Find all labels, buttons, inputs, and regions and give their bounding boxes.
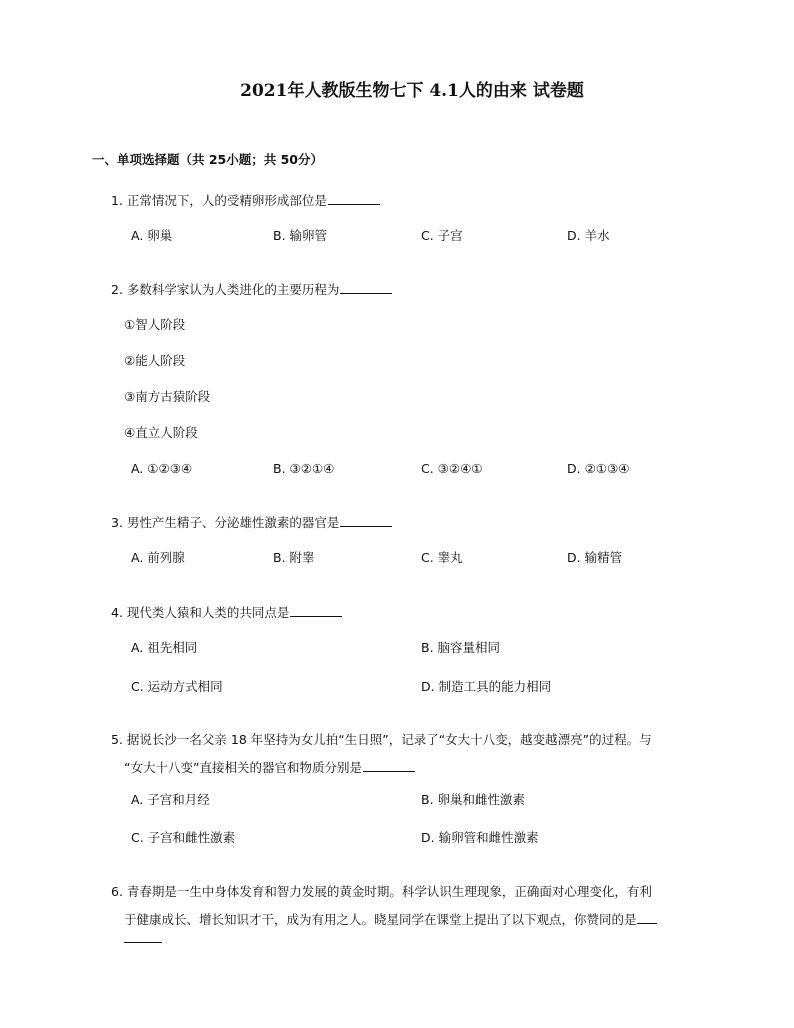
option-a: A. ①②③④ [131,461,193,476]
option-d: D. 输卵管和雌性激素 [421,830,539,845]
section-heading: 一、单项选择题（共 25小题；共 50分） [92,152,323,167]
question-text-line-2: 于健康成长、增长知识才干，成为有用之人。晓星同学在课堂上提出了以下观点，你赞同的是 [124,912,637,927]
question-6 [111,884,652,900]
list-item: ①智人阶段 [124,317,186,332]
option-c: C. ③②④① [421,461,483,476]
question-1 [111,192,380,209]
question-2 [111,281,392,298]
answer-blank [328,192,380,205]
option-b: B. 卵巢和雌性激素 [421,792,526,807]
answer-blank [637,911,657,924]
option-a: A. 祖先相同 [131,640,198,655]
option-d: D. ②①③④ [567,461,630,476]
list-item: ④直立人阶段 [124,425,198,440]
answer-blank [363,759,415,772]
option-d: D. 输精管 [567,550,623,565]
option-a: A. 卵巢 [131,228,173,243]
question-text-line-2: “女大十八变”直接相关的器官和物质分别是 [124,760,362,775]
list-item: ②能人阶段 [124,353,186,368]
option-d: D. 制造工具的能力相同 [421,679,552,694]
answer-blank [290,604,342,617]
question-text: 4. 现代类人猿和人类的共同点是 [111,605,290,620]
question-text-line-1: 6. 青春期是一生中身体发育和智力发展的黄金时期。科学认识生理现象，正确面对心理变化，有利 [111,884,652,899]
list-item: ③南方古猿阶段 [124,389,211,404]
question-6-continued [124,911,657,928]
question-5-continued [124,759,415,776]
question-5 [111,732,652,748]
option-a: A. 子宫和月经 [131,792,210,807]
question-text: 1. 正常情况下，人的受精卵形成部位是 [111,193,327,208]
question-text: 3. 男性产生精子、分泌雄性激素的器官是 [111,515,340,530]
option-b: B. 附睾 [273,550,315,565]
answer-blank [340,281,392,294]
option-c: C. 运动方式相同 [131,679,223,694]
option-c: C. 睾丸 [421,550,463,565]
question-text: 2. 多数科学家认为人类进化的主要历程为 [111,282,340,297]
question-text-line-1: 5. 据说长沙一名父亲 18 年坚持为女儿拍“生日照”，记录了“女大十八变，越变越漂亮”的过程。与 [111,732,652,747]
option-c: C. 子宫 [421,228,463,243]
option-b: B. ③②①④ [273,461,335,476]
option-b: B. 输卵管 [273,228,328,243]
option-b: B. 脑容量相同 [421,640,501,655]
question-4 [111,604,342,621]
answer-blank [340,514,392,527]
option-d: D. 羊水 [567,228,610,243]
option-a: A. 前列腺 [131,550,185,565]
question-3 [111,514,392,531]
option-c: C. 子宫和雌性激素 [131,830,236,845]
answer-blank-continued [124,941,162,943]
document-title: 2021年人教版生物七下 4.1人的由来 试卷题 [240,81,584,101]
